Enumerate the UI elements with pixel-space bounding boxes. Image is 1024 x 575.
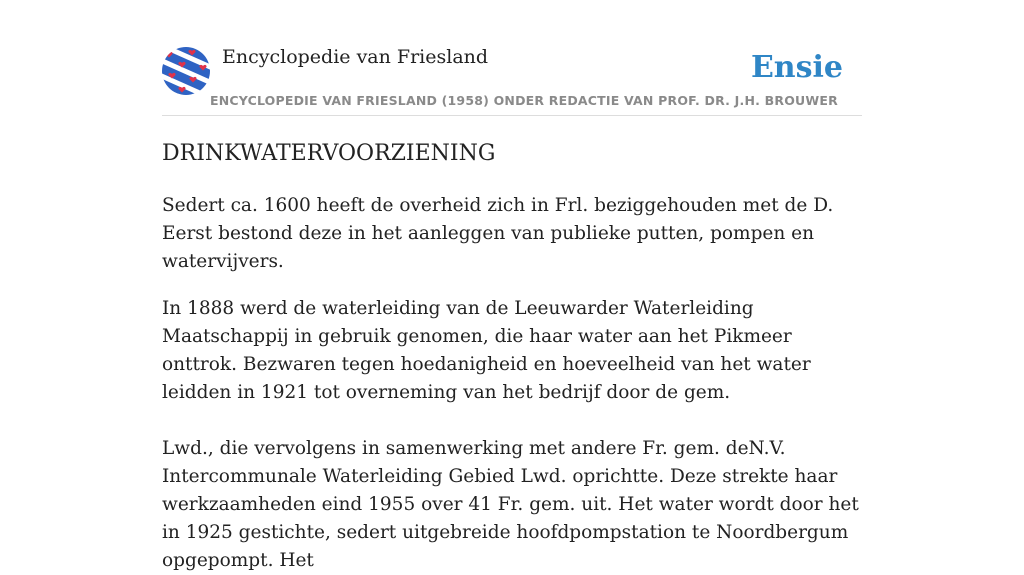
site-title[interactable]: Encyclopedie van Friesland [222,46,489,68]
header-divider [162,115,862,116]
frisian-flag-icon[interactable] [162,47,210,95]
brand-logo-text[interactable]: Ensie [750,50,843,85]
encyclopedia-subtitle: ENCYCLOPEDIE VAN FRIESLAND (1958) ONDER REDACTIE VAN PROF. DR. J.H. BROUWER [210,93,838,108]
page [162,0,862,571]
article-body [162,192,862,575]
article-title: DRINKWATERVOORZIENING [162,141,496,166]
article-paragraph: In 1888 werd de waterleiding van de Leeuwarder Waterleiding Maatschappij in gebruik genomen, die haar water aan het Pikmeer onttrok. Bezwaren tegen hoedanigheid en hoeveelheid van het water leidden in 1921 tot overneming van het bedrijf door de gem. Lwd., die vervolgens in samenwerking met andere Fr. gem. deN.V. Intercommunale Waterleiding Gebied Lwd. oprichtte. Deze strekte haar werkzaamheden eind 1955 over 41 Fr. gem. uit. Het water wordt door het in 1925 gestichte, sedert uitgebreide hoofdpompstation te Noordbergum opgepompt. Het [162,298,859,571]
article-paragraph: Sedert ca. 1600 heeft de overheid zich in Frl. beziggehouden met de D. Eerst bestond deze in het aanleggen van publieke putten, pompen en watervijvers. [162,195,834,272]
